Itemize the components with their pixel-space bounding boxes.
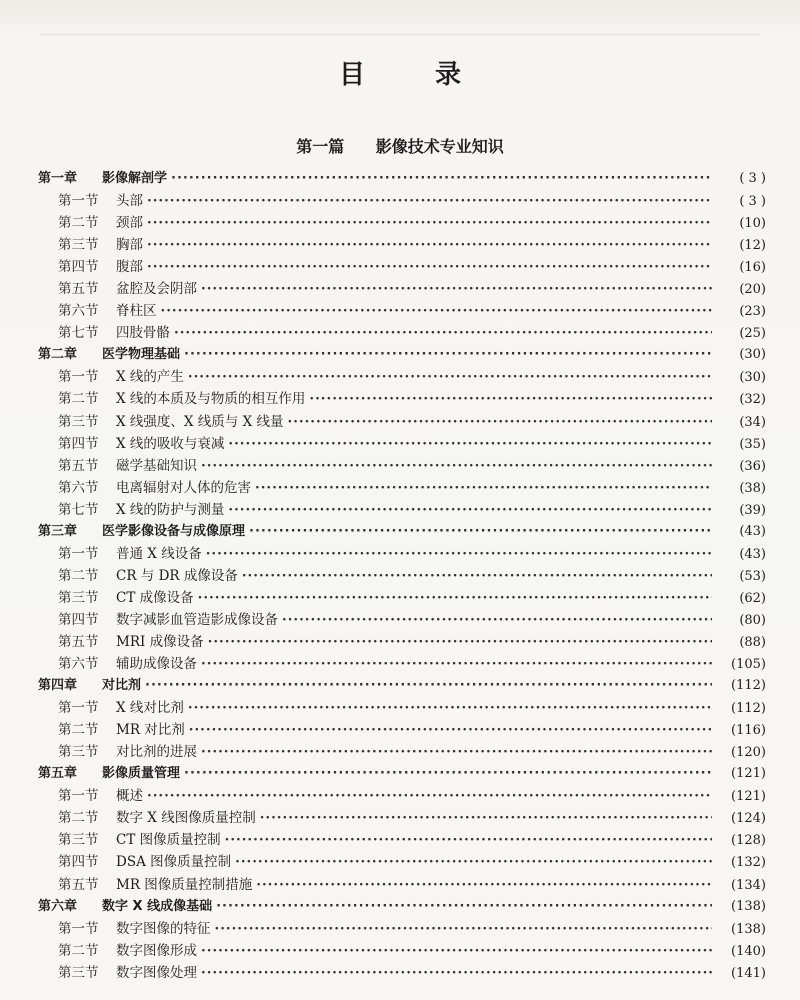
toc-section-entry <box>38 741 766 763</box>
entry-number: 第一节 <box>58 545 99 562</box>
entry-page-number: (23) <box>739 304 766 320</box>
entry-title: 盆腔及会阴部 <box>116 281 197 298</box>
entry-title: CR 与 DR 成像设备 <box>116 567 238 584</box>
entry-page-number: (138) <box>731 921 766 937</box>
dot-leader <box>189 719 712 741</box>
dot-leader <box>249 521 712 543</box>
entry-title: 医学物理基础 <box>102 347 181 363</box>
entry-title: 数字减影血管造影成像设备 <box>116 611 278 628</box>
toc-section-entry <box>38 962 766 984</box>
dot-leader <box>242 565 712 587</box>
toc-chapter-entry <box>38 675 766 697</box>
entry-number: 第四章 <box>38 678 78 694</box>
toc-section-entry <box>38 388 766 410</box>
entry-number: 第四节 <box>58 611 99 628</box>
entry-number: 第五节 <box>58 876 99 893</box>
entry-number: 第六节 <box>58 303 99 320</box>
entry-number: 第七节 <box>58 501 99 518</box>
entry-page-number: (88) <box>739 634 766 650</box>
toc-section-entry <box>38 278 766 300</box>
toc-section-entry <box>38 543 766 565</box>
dot-leader <box>225 829 712 851</box>
dot-leader <box>288 411 713 433</box>
entry-page-number: (112) <box>731 678 766 694</box>
toc-chapter-entry <box>38 168 766 190</box>
dot-leader <box>147 785 712 807</box>
toc-chapter-entry <box>38 896 766 918</box>
entry-page-number: (36) <box>739 458 766 474</box>
entry-number: 第三节 <box>58 413 99 430</box>
entry-title: CT 成像设备 <box>116 589 194 606</box>
toc-section-entry <box>38 234 766 256</box>
entry-title: MR 图像质量控制措施 <box>116 876 253 893</box>
entry-page-number: (39) <box>739 502 766 518</box>
toc-section-entry <box>38 499 766 521</box>
dot-leader <box>198 587 712 609</box>
entry-page-number: (121) <box>731 789 766 805</box>
entry-number: 第一节 <box>58 788 99 805</box>
entry-number: 第三节 <box>58 964 99 981</box>
toc-section-entry <box>38 411 766 433</box>
entry-number: 第三节 <box>58 237 99 254</box>
dot-leader <box>188 697 712 719</box>
toc-section-entry <box>38 653 766 675</box>
entry-title: MR 对比剂 <box>116 722 185 739</box>
entry-title: 对比剂的进展 <box>116 744 197 761</box>
dot-leader <box>228 499 712 521</box>
toc-section-entry <box>38 851 766 873</box>
entry-page-number: (62) <box>739 590 766 606</box>
toc-section-entry <box>38 477 766 499</box>
entry-number: 第一节 <box>58 193 99 210</box>
entry-title: 头部 <box>116 193 143 210</box>
entry-title: 磁学基础知识 <box>116 457 197 474</box>
entry-number: 第四节 <box>58 259 99 276</box>
entry-title: DSA 图像质量控制 <box>116 854 232 871</box>
toc-section-entry <box>38 322 766 344</box>
entry-number: 第二节 <box>58 215 99 232</box>
entry-number: 第三节 <box>58 589 99 606</box>
entry-number: 第二节 <box>58 810 99 827</box>
entry-title: X 线的防护与测量 <box>116 501 225 518</box>
part-label: 第一篇 <box>296 137 345 156</box>
dot-leader <box>171 168 712 190</box>
entry-title: 数字 X 线图像质量控制 <box>116 810 256 827</box>
entry-page-number: (128) <box>731 833 766 849</box>
toc-section-entry <box>38 609 766 631</box>
entry-title: 普通 X 线设备 <box>116 545 202 562</box>
entry-page-number: ( 3 ) <box>739 194 766 210</box>
dot-leader <box>145 675 712 697</box>
dot-leader <box>184 763 712 785</box>
entry-page-number: (30) <box>739 347 766 363</box>
entry-title: 影像质量管理 <box>102 766 181 782</box>
entry-title: 电离辐射对人体的危害 <box>116 479 251 496</box>
entry-page-number: (132) <box>731 855 766 871</box>
toc-section-entry <box>38 256 766 278</box>
entry-number: 第二章 <box>38 347 78 363</box>
entry-number: 第二节 <box>58 722 99 739</box>
dot-leader <box>174 322 712 344</box>
bleed-through-line <box>40 34 760 45</box>
dot-leader <box>161 300 713 322</box>
entry-page-number: (10) <box>739 216 766 232</box>
entry-number: 第七节 <box>58 325 99 342</box>
entry-title: 脊柱区 <box>116 303 157 320</box>
entry-title: 影像解剖学 <box>102 171 168 186</box>
entry-page-number: (134) <box>731 877 766 893</box>
entry-title: 数字图像的特征 <box>116 920 211 937</box>
toc-section-entry <box>38 918 766 940</box>
entry-title: X 线对比剂 <box>116 700 184 717</box>
part-heading <box>0 134 800 157</box>
toc-section-entry <box>38 212 766 234</box>
toc-section-entry <box>38 829 766 851</box>
dot-leader <box>201 455 712 477</box>
entry-page-number: (43) <box>739 546 766 562</box>
toc-chapter-entry <box>38 521 766 543</box>
dot-leader <box>256 874 712 896</box>
entry-title: X 线的本质及与物质的相互作用 <box>116 391 306 408</box>
entry-page-number: (25) <box>739 326 766 342</box>
toc-section-entry <box>38 697 766 719</box>
part-name: 影像技术专业知识 <box>375 137 504 156</box>
dot-leader <box>309 388 712 410</box>
toc-chapter-entry <box>38 763 766 785</box>
dot-leader <box>235 851 712 873</box>
entry-page-number: (16) <box>739 260 766 276</box>
entry-number: 第二节 <box>58 391 99 408</box>
toc-section-entry <box>38 940 766 962</box>
toc-section-entry <box>38 874 766 896</box>
dot-leader <box>147 256 712 278</box>
entry-title: 数字图像形成 <box>116 942 197 959</box>
toc-section-entry <box>38 433 766 455</box>
dot-leader <box>282 609 712 631</box>
dot-leader <box>255 477 712 499</box>
dot-leader <box>201 940 712 962</box>
entry-title: 概述 <box>116 788 143 805</box>
entry-page-number: (12) <box>739 238 766 254</box>
entry-title: 四肢骨骼 <box>116 325 170 342</box>
entry-title: 胸部 <box>116 237 143 254</box>
entry-page-number: (121) <box>731 766 766 782</box>
entry-number: 第二节 <box>58 567 99 584</box>
entry-title: X 线的吸收与衰减 <box>116 435 225 452</box>
entry-page-number: (112) <box>731 701 766 717</box>
entry-title: 腹部 <box>116 259 143 276</box>
toc-section-entry <box>38 455 766 477</box>
entry-page-number: (38) <box>739 480 766 496</box>
entry-number: 第三节 <box>58 744 99 761</box>
toc-section-entry <box>38 565 766 587</box>
entry-number: 第五节 <box>58 633 99 650</box>
dot-leader <box>147 234 712 256</box>
entry-page-number: (124) <box>731 811 766 827</box>
toc-section-entry <box>38 190 766 212</box>
entry-title: 医学影像设备与成像原理 <box>102 523 246 539</box>
page-title: 目 录 <box>338 60 483 90</box>
toc-chapter-entry <box>38 344 766 366</box>
dot-leader <box>201 741 712 763</box>
entry-page-number: ( 3 ) <box>739 171 766 186</box>
dot-leader <box>206 543 712 565</box>
dot-leader <box>147 190 712 212</box>
toc-section-entry <box>38 300 766 322</box>
entry-page-number: (116) <box>731 723 766 739</box>
entry-number: 第四节 <box>58 435 99 452</box>
entry-title: X 线强度、X 线质与 X 线量 <box>116 413 284 430</box>
entry-number: 第五节 <box>58 457 99 474</box>
entry-number: 第六节 <box>58 656 99 673</box>
entry-page-number: (32) <box>739 392 766 408</box>
entry-title: 辅助成像设备 <box>116 656 197 673</box>
entry-title: 颈部 <box>116 215 143 232</box>
toc-section-entry <box>38 719 766 741</box>
entry-page-number: (53) <box>739 568 766 584</box>
entry-number: 第六章 <box>38 898 78 914</box>
entry-page-number: (80) <box>739 612 766 628</box>
dot-leader <box>147 212 712 234</box>
dot-leader <box>208 631 712 653</box>
entry-number: 第三节 <box>58 832 99 849</box>
toc-section-entry <box>38 366 766 388</box>
entry-number: 第一节 <box>58 700 99 717</box>
entry-number: 第一节 <box>58 369 99 386</box>
entry-page-number: (141) <box>731 965 766 981</box>
entry-number: 第一章 <box>38 171 78 186</box>
toc-section-entry <box>38 587 766 609</box>
dot-leader <box>201 278 712 300</box>
dot-leader <box>201 962 712 984</box>
dot-leader <box>188 366 712 388</box>
entry-number: 第五章 <box>38 766 78 782</box>
entry-page-number: (20) <box>739 282 766 298</box>
entry-page-number: (105) <box>731 657 766 673</box>
entry-number: 第五节 <box>58 281 99 298</box>
entry-number: 第二节 <box>58 942 99 959</box>
dot-leader <box>215 918 713 940</box>
entry-title: 数字图像处理 <box>116 964 197 981</box>
dot-leader <box>184 344 712 366</box>
toc-section-entry <box>38 631 766 653</box>
entry-page-number: (140) <box>731 943 766 959</box>
toc-section-entry <box>38 807 766 829</box>
entry-title: MRI 成像设备 <box>116 633 204 650</box>
dot-leader <box>216 896 712 918</box>
table-of-contents <box>38 168 766 984</box>
entry-page-number: (35) <box>739 436 766 452</box>
entry-title: CT 图像质量控制 <box>116 832 221 849</box>
entry-page-number: (43) <box>739 523 766 539</box>
entry-title: X 线的产生 <box>116 369 184 386</box>
dot-leader <box>201 653 712 675</box>
toc-section-entry <box>38 785 766 807</box>
entry-page-number: (30) <box>739 370 766 386</box>
entry-page-number: (138) <box>731 898 766 914</box>
entry-title: 数字 X 线成像基础 <box>102 898 213 914</box>
entry-number: 第六节 <box>58 479 99 496</box>
entry-page-number: (34) <box>739 414 766 430</box>
entry-number: 第四节 <box>58 854 99 871</box>
entry-number: 第三章 <box>38 523 78 539</box>
entry-number: 第一节 <box>58 920 99 937</box>
dot-leader <box>228 433 712 455</box>
entry-page-number: (120) <box>731 745 766 761</box>
entry-title: 对比剂 <box>102 678 142 694</box>
dot-leader <box>260 807 712 829</box>
